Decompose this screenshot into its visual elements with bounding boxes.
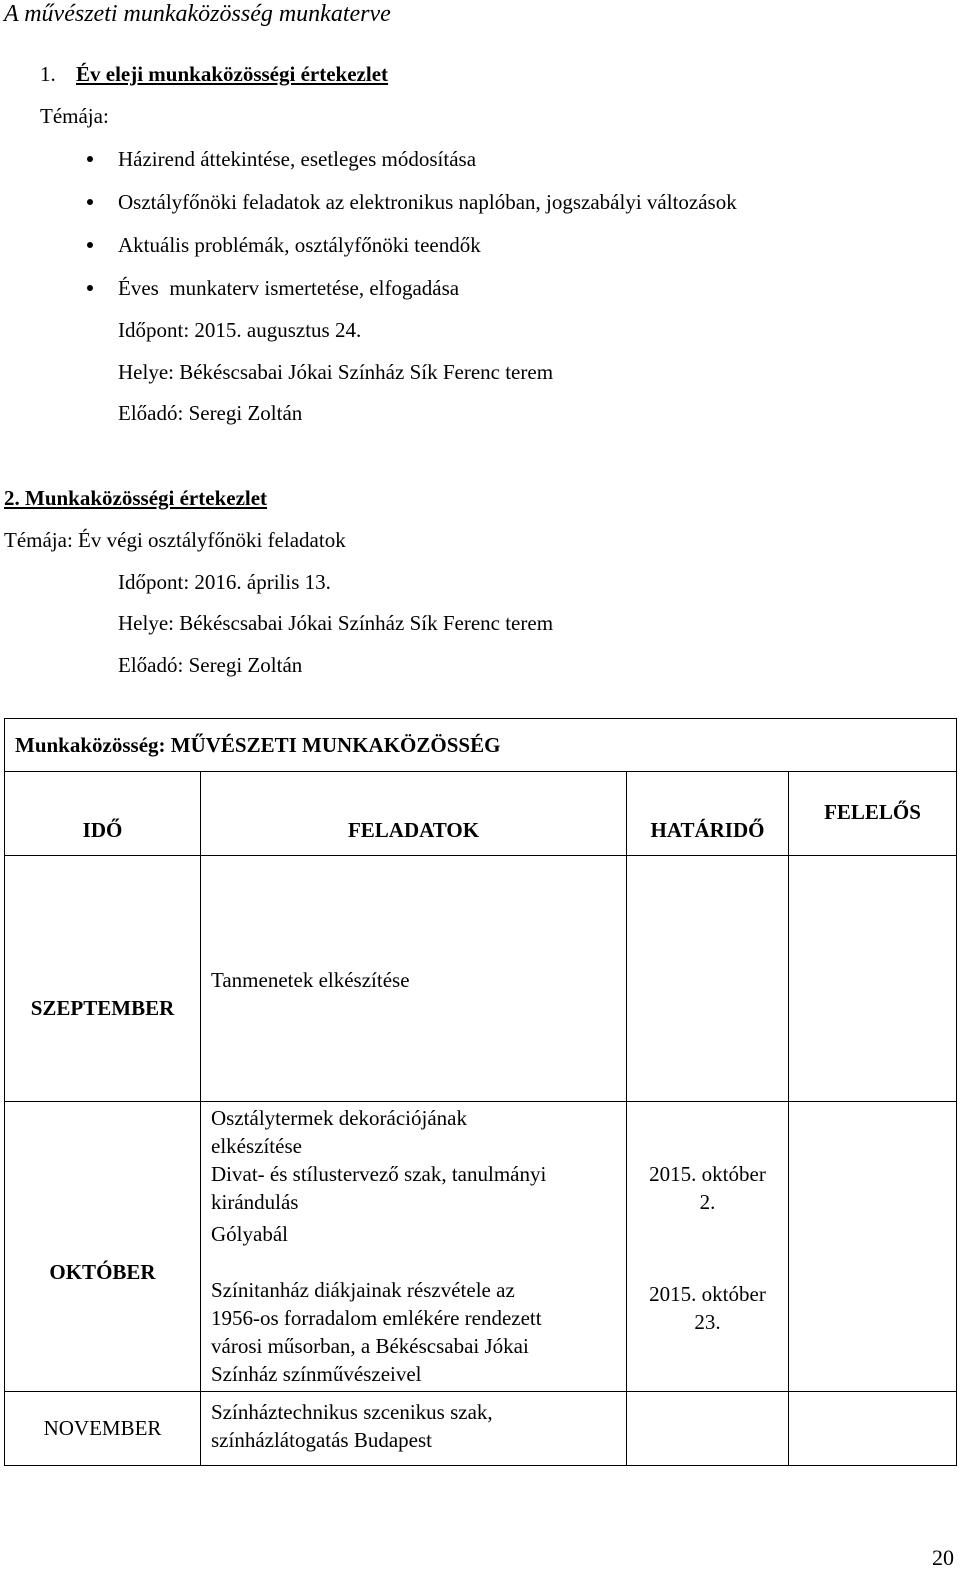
deadline-cell [627,1102,789,1392]
deadline-cell [627,856,789,1102]
section2-time: Időpont: 2016. április 13. [118,570,331,594]
topic-item: Osztályfőnöki feladatok az elektronikus naplóban, jogszabályi változások [118,190,737,214]
bullet-icon [87,156,93,162]
header-cell-deadline [627,772,789,856]
deadline-cell [627,1392,789,1466]
month-label: NOVEMBER [43,1416,162,1440]
section1-time: Időpont: 2015. augusztus 24. [118,318,362,342]
header-cell-responsible [789,772,957,856]
section2-topic: Témája: Év végi osztályfőnöki feladatok [4,528,346,552]
deadline-text: 2. [699,1190,716,1214]
month-cell [5,856,201,1102]
table-row-szeptember [5,856,957,1102]
topic-item: Éves munkaterv ismertetése, elfogadása [118,276,460,300]
section1-speaker: Előadó: Seregi Zoltán [118,401,303,425]
task-text: Gólyabál [211,1222,288,1246]
responsible-cell [789,856,957,1102]
month-cell [5,1102,201,1392]
bullet-icon [87,199,93,205]
section2-speaker: Előadó: Seregi Zoltán [118,653,303,677]
task-text: Színháztechnikus szcenikus szak, [211,1400,493,1424]
bullet-icon [87,242,93,248]
responsible-cell [789,1392,957,1466]
section1-place: Helye: Békéscsabai Jókai Színház Sík Ferenc terem [118,360,554,384]
task-text: városi műsorban, a Békéscsabai Jókai [211,1334,529,1358]
task-text: Színitanház diákjainak részvétele az [211,1278,515,1302]
section1-number: 1. [40,62,56,86]
task-text: kirándulás [211,1190,299,1214]
header-time: IDŐ [82,818,123,842]
responsible-cell [789,1102,957,1392]
task-text: elkészítése [211,1134,302,1158]
section1-heading: Év eleji munkaközösségi értekezlet [76,62,389,86]
task-text: Színház színművészeivel [211,1362,422,1386]
task-text: Osztálytermek dekorációjának [211,1106,467,1130]
month-cell [5,1392,201,1466]
topic-item: Aktuális problémák, osztályfőnöki teendők [118,233,481,257]
bullet-icon [87,285,93,291]
community-label: Munkaközösség: MŰVÉSZETI MUNKAKÖZÖSSÉG [15,732,501,757]
deadline-text: 2015. október [649,1162,766,1186]
deadline-text: 2015. október [649,1282,766,1306]
month-label: OKTÓBER [49,1260,156,1284]
month-label: SZEPTEMBER [30,996,175,1020]
header-tasks: FELADATOK [347,818,480,842]
task-text: színházlátogatás Budapest [211,1428,433,1452]
header-cell-time [5,772,201,856]
topic-item: Házirend áttekintése, esetleges módosítása [118,147,477,171]
table-row [5,719,957,772]
task-cell [201,1392,627,1466]
header-cell-tasks [201,772,627,856]
task-cell [201,1102,627,1392]
page-number: 20 [932,1545,954,1570]
header-deadline: HATÁRIDŐ [650,818,765,842]
header-responsible: FELELŐS [824,800,921,824]
table-row-oktober [5,1102,957,1392]
task-text: 1956-os forradalom emlékére rendezett [211,1306,542,1330]
table-header-row [5,772,957,856]
section1-topic-label: Témája: [40,104,109,128]
community-cell [5,719,957,772]
task-text: Tanmenetek elkészítése [211,968,410,992]
section2-place: Helye: Békéscsabai Jókai Színház Sík Ferenc terem [118,611,554,635]
document-title: A művészeti munkaközösség munkaterve [4,1,391,27]
task-text: Divat- és stílustervező szak, tanulmányi [211,1162,547,1186]
task-cell [201,856,627,1102]
section2-heading: 2. Munkaközösségi értekezlet [4,486,268,510]
deadline-text: 23. [694,1310,721,1334]
work-plan-table [4,718,957,1466]
table-row-november [5,1392,957,1466]
